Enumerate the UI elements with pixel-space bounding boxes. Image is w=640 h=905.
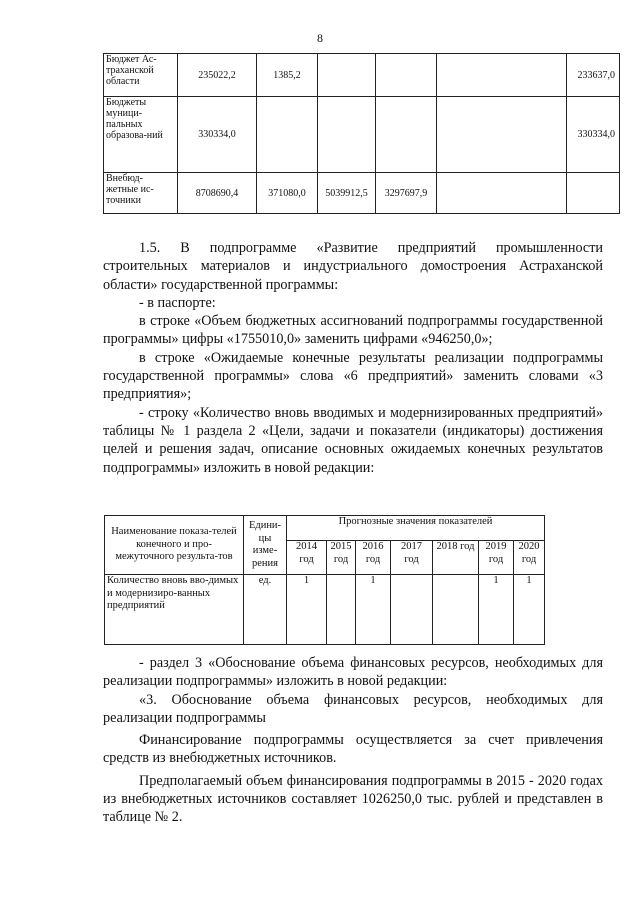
section3-title: «3. Обоснование объема финансовых ресурсов, необходимых для реализации подпрограммы <box>103 691 603 726</box>
value-cell: 1 <box>479 575 514 645</box>
value-cell: 3297697,9 <box>376 173 437 214</box>
year-header: 2020 год <box>514 541 545 575</box>
value-cell <box>376 97 437 173</box>
value-cell <box>318 97 376 173</box>
value-cell <box>376 54 437 97</box>
row-name-cell: Бюджет Ас-траханской области <box>104 54 178 97</box>
text-block-1 <box>103 239 603 477</box>
paragraph-section3: - раздел 3 «Обоснование объема финансовых ресурсов, необходимых для реализации подпрограммы» изложить в новой редакции: <box>103 655 603 690</box>
paragraph-count-line: - строку «Количество вновь вводимых и модернизированных предприятий» таблицы № 1 раздела 2 «Цели, задачи и показатели (индикаторы) достижения целей и решения задач, описание основных ожидаемых конечных результатов подпрограммы» изложить в новой редакции: <box>103 404 603 476</box>
value-cell <box>391 575 433 645</box>
paragraph-1-5: 1.5. В подпрограмме «Развитие предприятий промышленности строительных материалов и индустриального домостроения Астраханской области» государственной программы: <box>103 240 603 293</box>
value-cell: 5039912,5 <box>318 173 376 214</box>
value-cell: 1 <box>514 575 545 645</box>
year-header: 2015 год <box>327 541 356 575</box>
paragraph-financing: Финансирование подпрограммы осуществляется за счет привлечения средств из внебюджетных источников. <box>103 732 603 767</box>
year-header: 2014 год <box>287 541 327 575</box>
forecast-header: Прогнозные значения показателей <box>287 516 545 541</box>
year-header: 2018 год <box>433 541 479 575</box>
value-cell <box>437 97 567 173</box>
row-name-cell: Внебюд-жетные ис-точники <box>104 173 178 214</box>
table-row <box>104 97 620 173</box>
year-header: 2016 год <box>356 541 391 575</box>
table-row <box>105 575 545 645</box>
total-cell <box>567 173 620 214</box>
value-cell: 235022,2 <box>178 54 257 97</box>
value-cell: 371080,0 <box>257 173 318 214</box>
indicator-table <box>104 515 545 645</box>
value-cell <box>318 54 376 97</box>
value-cell <box>437 173 567 214</box>
value-cell: 1 <box>287 575 327 645</box>
year-header: 2019 год <box>479 541 514 575</box>
paragraph-budget-line: в строке «Объем бюджетных ассигнований подпрограммы государственной программы» цифры «1755010,0» заменить цифрами «946250,0»; <box>103 313 603 348</box>
table-row <box>104 173 620 214</box>
table-header-row <box>105 516 545 541</box>
row-name-cell: Бюджеты муници-пальных образова-ний <box>104 97 178 173</box>
total-cell: 233637,0 <box>567 54 620 97</box>
paragraph-results-line: в строке «Ожидаемые конечные результаты реализации подпрограммы государственной программы» слова «6 предприятий» заменить словами «3 предприятия»; <box>103 349 603 403</box>
value-cell <box>437 54 567 97</box>
col-name-header: Наименование показа-телей конечного и про-межуточного результа-тов <box>105 516 244 575</box>
table-row <box>104 54 620 97</box>
value-cell: 1385,2 <box>257 54 318 97</box>
indicator-name-cell: Количество вновь вво-димых и модернизиро-ванных предприятий <box>105 575 244 645</box>
value-cell: 8708690,4 <box>178 173 257 214</box>
paragraph-passport: - в паспорте: <box>139 294 216 311</box>
text-block-2 <box>103 654 603 827</box>
value-cell: 1 <box>356 575 391 645</box>
col-unit-header: Едини-цы изме-рения <box>244 516 287 575</box>
year-header: 2017 год <box>391 541 433 575</box>
value-cell <box>257 97 318 173</box>
value-cell: 330334,0 <box>178 97 257 173</box>
value-cell <box>433 575 479 645</box>
budget-table <box>103 53 620 214</box>
total-cell: 330334,0 <box>567 97 620 173</box>
value-cell <box>327 575 356 645</box>
paragraph-planned: Предполагаемый объем финансирования подпрограммы в 2015 - 2020 годах из внебюджетных источников составляет 1026250,0 тыс. рублей и представлен в таблице № 2. <box>103 772 603 826</box>
unit-cell: ед. <box>244 575 287 645</box>
page-number: 8 <box>317 31 323 45</box>
